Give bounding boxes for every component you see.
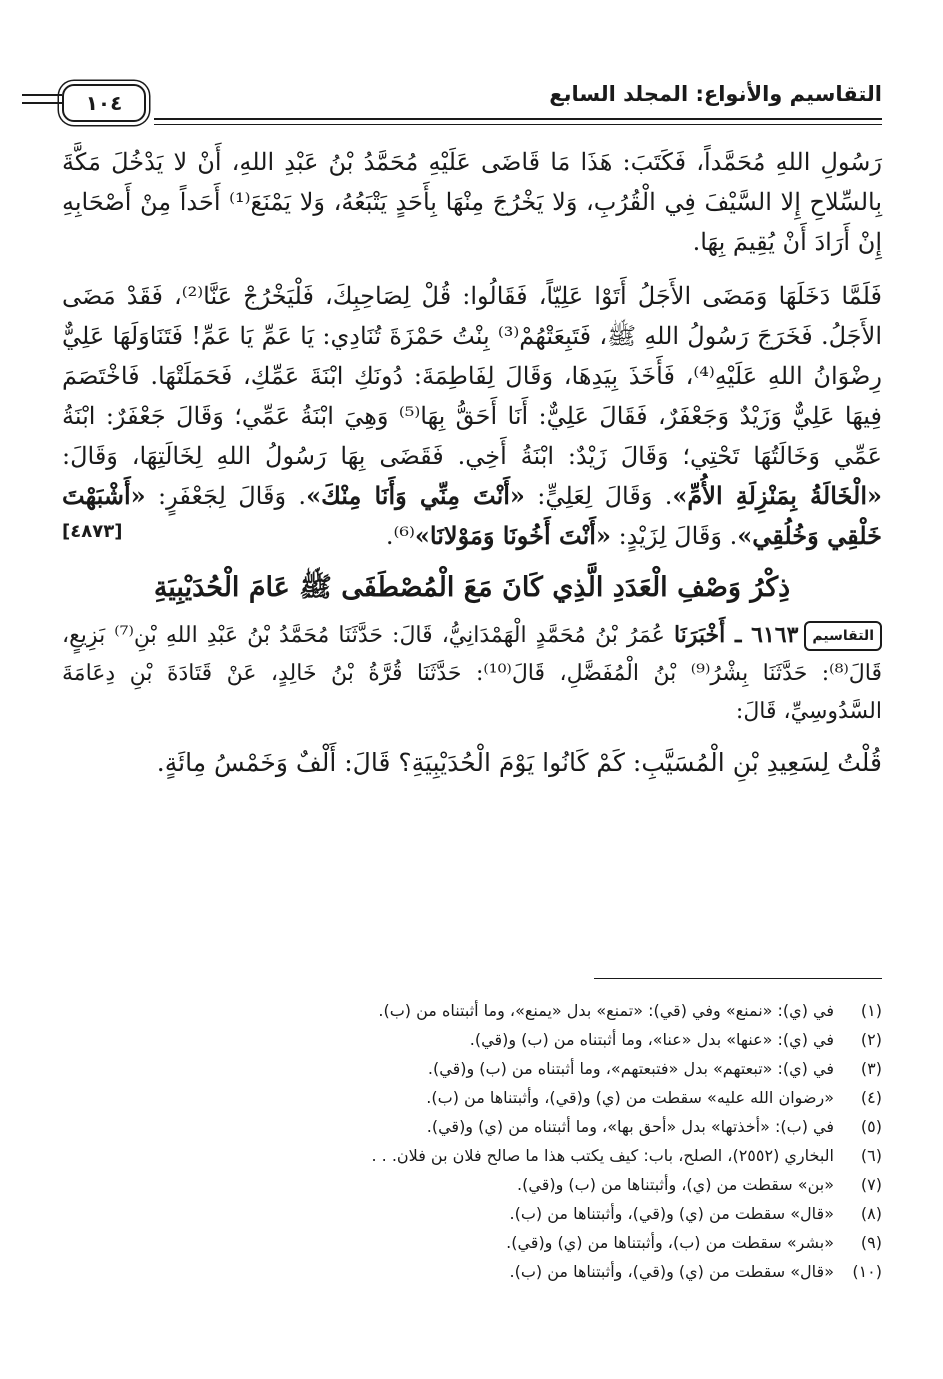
header-rule-thin xyxy=(154,124,882,125)
footnote-number: (٦) xyxy=(860,1146,882,1165)
narrative-text: . وَقَالَ لِزَيْدٍ: xyxy=(610,522,738,550)
footnote-text: البخاري (٢٥٥٢)، الصلح، باب: كيف يكتب هذا ما صالح فلان بن فلان. . . xyxy=(371,1146,834,1165)
prophetic-saying: «أَشْبَهْتَ خَلْقِي وَخُلُقِي» xyxy=(62,481,882,550)
footnote-text: «قال» سقطت من (ي) و(قي)، وأثبتناها من (ب). xyxy=(509,1204,834,1223)
footnote-number: (٨) xyxy=(860,1204,882,1223)
header-ornament-line xyxy=(22,102,62,104)
footnotes xyxy=(62,996,882,1286)
prophetic-saying: «أَنْتَ أَخُونَا وَمَوْلانَا» xyxy=(414,521,611,550)
paragraph-1-text: رَسُولِ اللهِ مُحَمَّداً، فَكَتَبَ: هَذَا مَا قَاضَى عَلَيْهِ مُحَمَّدُ بْنُ عَبْدِ اللهِ، أَنْ لا يَدْخُلَ مَكَّةَ بِالسِّلاحِ إِلا السَّيْفَ فِي الْقُرُبِ، وَلا يَخْرُجَ مِنْهَا بِأَحَدٍ يَتْبَعُهُ، وَلا يَمْنَعَ⁽¹⁾ أَحَداً مِنْ أَصْحَابِهِ إِنْ أَرَادَ أَنْ يُقِيمَ بِهَا. xyxy=(62,148,883,256)
footnote-number: (١) xyxy=(860,1001,882,1020)
narrative-text: فَلَمَّا دَخَلَهَا وَمَضَى الأَجَلُ أَتَوْا عَلِيّاً، فَقَالُوا: قُلْ لِصَاحِبِكَ، فَلْيَخْرُجْ عَنَّا⁽²⁾، فَقَدْ مَضَى الأَجَلُ. فَخَرَجَ رَسُولُ اللهِ ﷺ، فَتَبِعَتْهُمْ⁽³⁾ بِنْتُ حَمْزَةَ تُنَادِي: يَا عَمِّ يَا عَمِّ! فَتَنَاوَلَهَا عَلِيٌّ رِضْوَانُ اللهِ عَلَيْهِ⁽⁴⁾، فَأَخَذَ بِيَدِهَا، وَقَالَ لِفَاطِمَةَ: دُونَكِ ابْنَةَ عَمِّكِ، فَحَمَلَتْهَا. فَاخْتَصَمَ فِيهَا عَلِيٌّ وَزَيْدٌ وَجَعْفَرٌ، فَقَالَ عَلِيٌّ: أَنَا أَحَقُّ بِهَا⁽⁵⁾ وَهِيَ ابْنَةُ عَمِّي؛ وَقَالَ جَعْفَرٌ: ابْنَةُ عَمِّي وَخَالَتُهَا تَحْتِي؛ وَقَالَ زَيْدٌ: ابْنَةُ أَخِي. فَقَضَى بِهَا رَسُولُ اللهِ لِخَالَتِهَا، وَقَالَ: xyxy=(62,282,883,470)
prophetic-saying: «الْخَالَةُ بِمَنْزِلَةِ الأُمِّ» xyxy=(672,481,883,510)
footnote-text: في (ي): «تبعتهم» بدل «فتبعتهم»، وما أثبتناه من (ب) و(قي). xyxy=(427,1059,834,1078)
footnote-text: في (ي): «عنها» بدل «عنا»، وما أثبتناه من (ب) و(قي). xyxy=(469,1030,834,1049)
footnote-number: (١٠) xyxy=(852,1262,882,1281)
footnote-number: (٩) xyxy=(860,1233,882,1252)
footnote-number: (٢) xyxy=(860,1030,882,1049)
footnote-number: (٥) xyxy=(860,1117,882,1136)
hadith-index: ٦١٦٣ ـ أَخْبَرَنَا xyxy=(673,622,799,648)
paragraph-2 xyxy=(62,276,882,556)
footnote-text: «بن» سقطت من (ي)، وأثبتناها من (ب) و(قي). xyxy=(517,1175,834,1194)
footnote-text: «رضوان الله عليه» سقطت من (ي) و(قي)، وأثبتناها من (ب). xyxy=(426,1088,834,1107)
page-header xyxy=(62,80,882,126)
chain-text: عُمَرُ بْنُ مُحَمَّدٍ الْهَمْدَانِيُّ، قَالَ: حَدَّثَنَا مُحَمَّدُ بْنُ عَبْدِ اللهِ بْنِ⁽⁷⁾ بَزِيعٍ، قَالَ⁽⁸⁾: حَدَّثَنَا بِشْرُ⁽⁹⁾ بْنُ الْمُفَضَّلِ، قَالَ⁽¹⁰⁾: حَدَّثَنَا قُرَّةُ بْنُ خَالِدٍ، عَنْ قَتَادَةَ بْنِ دِعَامَةَ السَّدُوسِيِّ، قَالَ: xyxy=(62,623,882,724)
chapter-heading: ذِكْرُ وَصْفِ الْعَدَدِ الَّذِي كَانَ مَعَ الْمُصْطَفَى ﷺ عَامَ الْحُدَيْبِيَةِ xyxy=(153,572,791,603)
footnote-number: (٧) xyxy=(860,1175,882,1194)
narrative-text: . وَقَالَ لِجَعْفَرٍ: xyxy=(145,482,307,510)
footnote xyxy=(62,1083,882,1112)
footnote-ref: ⁽⁶⁾. xyxy=(385,522,415,550)
footnote-separator xyxy=(594,978,882,979)
footnote xyxy=(62,1257,882,1286)
isnad-chain xyxy=(62,616,882,731)
paragraph-2-text xyxy=(62,276,882,556)
footnote xyxy=(62,1199,882,1228)
footnote-text: في (ي): «نمنع» وفي (قي): «تمنع» بدل «يمنع»، وما أثبتناه من (ب). xyxy=(378,1001,834,1020)
prophetic-saying: «أَنْتَ مِنِّي وَأَنَا مِنْكَ» xyxy=(306,481,525,510)
taqasim-badge: التقاسيم xyxy=(804,621,882,651)
footnote-text: في (ب): «أخذتها» بدل «أحق بها»، وما أثبتناه من (ي) و(قي). xyxy=(426,1117,834,1136)
narrative-text: . وَقَالَ لِعَلِيٍّ: xyxy=(524,482,673,510)
footnote xyxy=(62,1141,882,1170)
footnote xyxy=(62,1170,882,1199)
header-rule xyxy=(154,118,882,120)
footnote xyxy=(62,1025,882,1054)
main-text xyxy=(62,142,882,783)
page-number: ١٠٤ xyxy=(62,84,146,122)
header-ornament-line xyxy=(22,94,62,96)
matn-statement: قُلْتُ لِسَعِيدِ بْنِ الْمُسَيَّبِ: كَمْ كَانُوا يَوْمَ الْحُدَيْبِيَةِ؟ قَالَ: أَلْفٌ وَخَمْسُ مِائَةٍ. xyxy=(156,748,882,777)
footnote-number: (٤) xyxy=(860,1088,882,1107)
footnote-number: (٣) xyxy=(860,1059,882,1078)
footnote xyxy=(62,1112,882,1141)
footnote-text: «بشر» سقطت من (ب)، وأثبتناها من (ي) و(قي). xyxy=(506,1233,834,1252)
paragraph-1 xyxy=(62,142,882,262)
footnote xyxy=(62,1054,882,1083)
footnote xyxy=(62,996,882,1025)
footnote xyxy=(62,1228,882,1257)
footnote-text: «قال» سقطت من (ي) و(قي)، وأثبتناها من (ب). xyxy=(509,1262,834,1281)
hadith-number: [٤٨٧٣] xyxy=(62,521,123,542)
running-title: التقاسيم والأنواع: المجلد السابع xyxy=(549,82,882,106)
